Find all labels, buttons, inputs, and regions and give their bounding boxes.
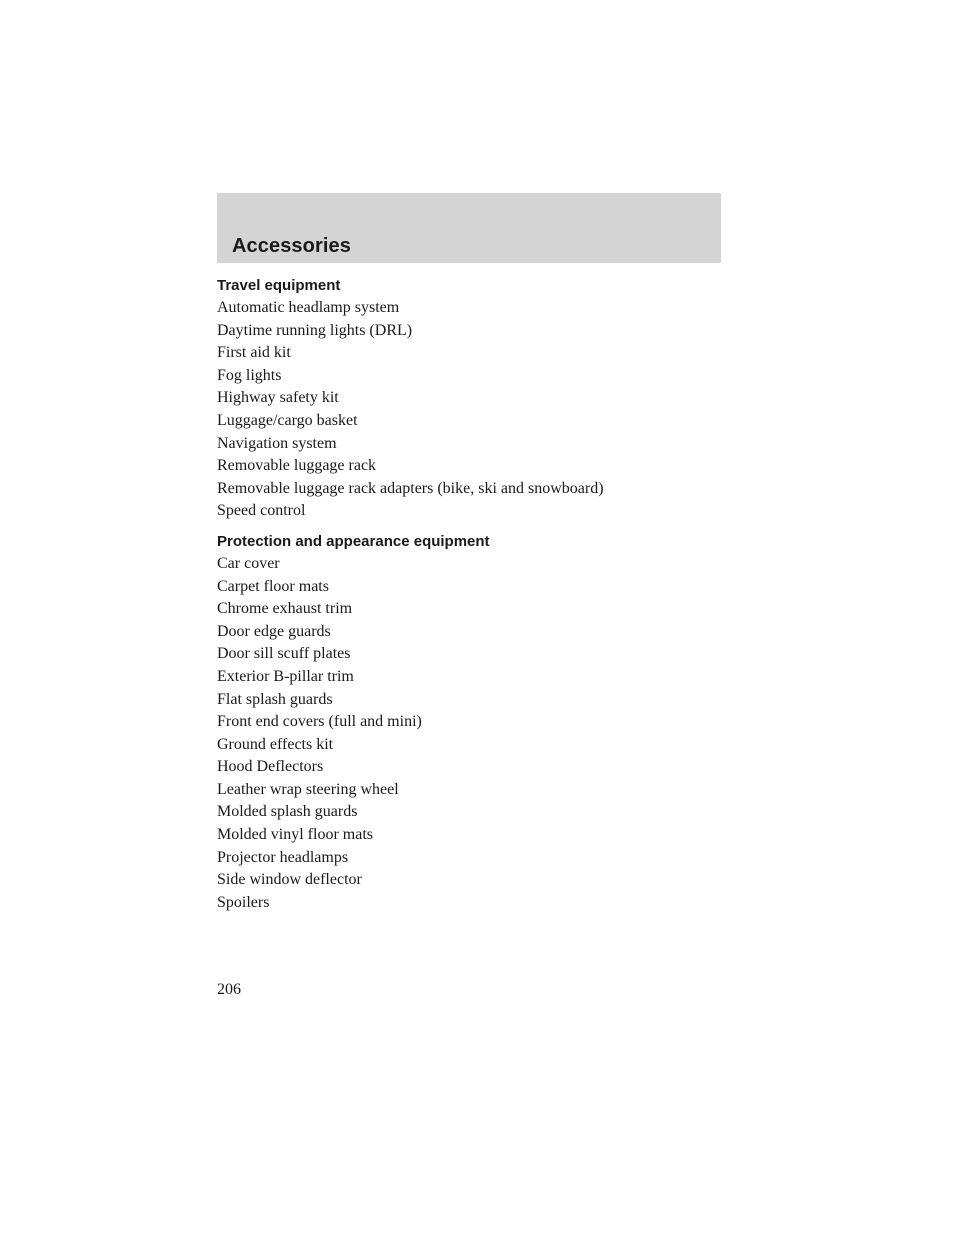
list-item: Navigation system: [217, 434, 337, 452]
list-item: Daytime running lights (DRL): [217, 321, 413, 339]
list-item: Front end covers (full and mini): [217, 713, 422, 731]
list-item: Carpet floor mats: [217, 577, 329, 595]
travel-equipment-list: [217, 297, 737, 523]
list-item: Chrome exhaust trim: [217, 600, 353, 618]
list-item: Flat splash guards: [217, 690, 333, 708]
list-item: Speed control: [217, 502, 306, 520]
page-title: Accessories: [232, 235, 351, 257]
list-item: Removable luggage rack adapters (bike, ski and snowboard): [217, 479, 604, 497]
list-item: Side window deflector: [217, 871, 362, 889]
list-item: Luggage/cargo basket: [217, 411, 358, 429]
list-item: Hood Deflectors: [217, 758, 324, 776]
section-heading-travel-equipment: Travel equipment: [217, 277, 341, 294]
list-item: Exterior B-pillar trim: [217, 667, 354, 685]
list-item: Car cover: [217, 554, 280, 572]
section-heading-protection-appearance: Protection and appearance equipment: [217, 532, 490, 550]
list-item: Fog lights: [217, 366, 282, 384]
page-number: 206: [217, 981, 241, 998]
accessories-content: [217, 275, 737, 914]
list-item: Leather wrap steering wheel: [217, 780, 399, 798]
list-item: Ground effects kit: [217, 735, 334, 753]
list-item: Molded splash guards: [217, 803, 358, 821]
list-item: Molded vinyl floor mats: [217, 826, 373, 844]
list-item: Removable luggage rack: [217, 457, 377, 475]
list-item: Spoilers: [217, 893, 270, 911]
list-item: Projector headlamps: [217, 848, 349, 866]
protection-appearance-list: [217, 553, 737, 915]
list-item: Automatic headlamp system: [217, 299, 400, 316]
section-header-band: [217, 193, 721, 263]
list-item: Door sill scuff plates: [217, 645, 351, 663]
list-item: Highway safety kit: [217, 389, 339, 407]
list-item: First aid kit: [217, 344, 291, 362]
list-item: Door edge guards: [217, 622, 331, 640]
